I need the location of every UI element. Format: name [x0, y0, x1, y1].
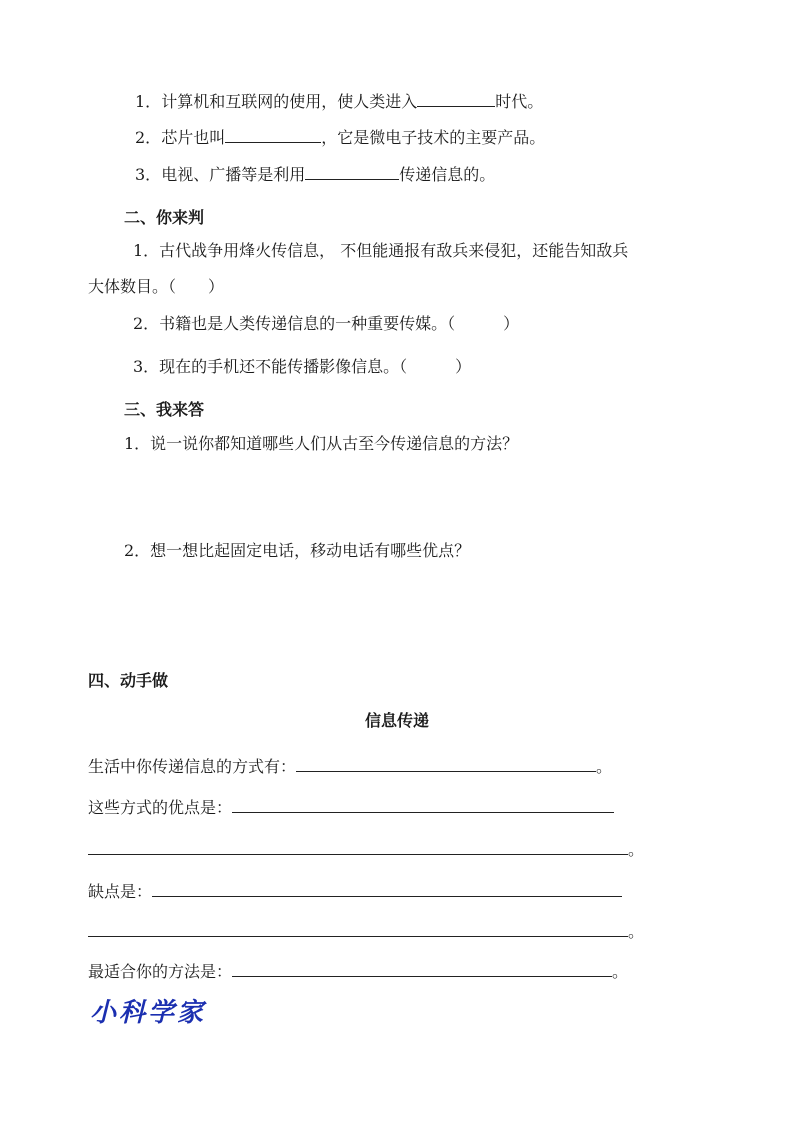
advantages-label: 这些方式的优点是： [88, 798, 233, 817]
section-heading-judge: 二、你来判 [124, 208, 205, 227]
advantages-line [88, 796, 614, 818]
period: 。 [596, 757, 613, 776]
methods-label: 生活中你传递信息的方式有： [88, 757, 297, 776]
best-method-blank[interactable] [232, 960, 612, 977]
answer-blank[interactable] [417, 90, 495, 107]
answer-blank[interactable] [305, 163, 399, 180]
methods-blank[interactable] [296, 755, 596, 772]
activity-title: 信息传递 [364, 711, 429, 730]
period: 。 [628, 922, 645, 941]
disadvantages-line-2 [88, 920, 644, 942]
section-heading-handson: 四、动手做 [88, 671, 169, 690]
question-text: ，它是微电子技术的主要产品。 [321, 128, 546, 147]
question-number: 3． [135, 165, 162, 184]
advantages-blank-2[interactable] [88, 838, 628, 855]
best-method-label: 最适合你的方法是： [88, 962, 233, 981]
answer-question-1: 1．说一说你都知道哪些人们从古至今传递信息的方法？ [124, 434, 519, 453]
section-heading-answer: 三、我来答 [124, 400, 205, 419]
period: 。 [612, 962, 629, 981]
best-method-line [88, 960, 628, 982]
question-number: 2． [135, 128, 162, 147]
question-text: 传递信息的。 [399, 165, 496, 184]
fill-question-3 [135, 163, 495, 185]
advantages-blank[interactable] [232, 796, 614, 813]
brand-logo: 小科学家 [90, 998, 207, 1028]
disadvantages-blank-2[interactable] [88, 920, 628, 937]
judge-question-3[interactable]: 3．现在的手机还不能传播影像信息。（ ） [133, 357, 472, 376]
period: 。 [628, 840, 645, 859]
disadvantages-label: 缺点是： [88, 882, 153, 901]
methods-line [88, 755, 612, 777]
fill-question-1 [135, 90, 543, 112]
answer-question-2: 2．想一想比起固定电话，移动电话有哪些优点？ [124, 541, 471, 560]
disadvantages-line [88, 880, 622, 902]
question-text: 时代。 [495, 92, 544, 111]
judge-question-2[interactable]: 2．书籍也是人类传递信息的一种重要传媒。（ ） [133, 314, 520, 333]
question-text: 电视、广播等是利用 [161, 165, 306, 184]
question-text: 芯片也叫 [161, 128, 226, 147]
disadvantages-blank[interactable] [152, 880, 622, 897]
question-number: 1． [135, 92, 162, 111]
advantages-line-2 [88, 838, 644, 860]
fill-question-2 [135, 126, 545, 148]
answer-blank[interactable] [225, 126, 321, 143]
judge-question-1-line1: 1．古代战争用烽火传信息， 不但能通报有敌兵来侵犯，还能告知敌兵 [133, 241, 629, 260]
judge-question-1-line2[interactable]: 大体数目。（ ） [88, 277, 225, 296]
question-text: 计算机和互联网的使用，使人类进入 [161, 92, 418, 111]
